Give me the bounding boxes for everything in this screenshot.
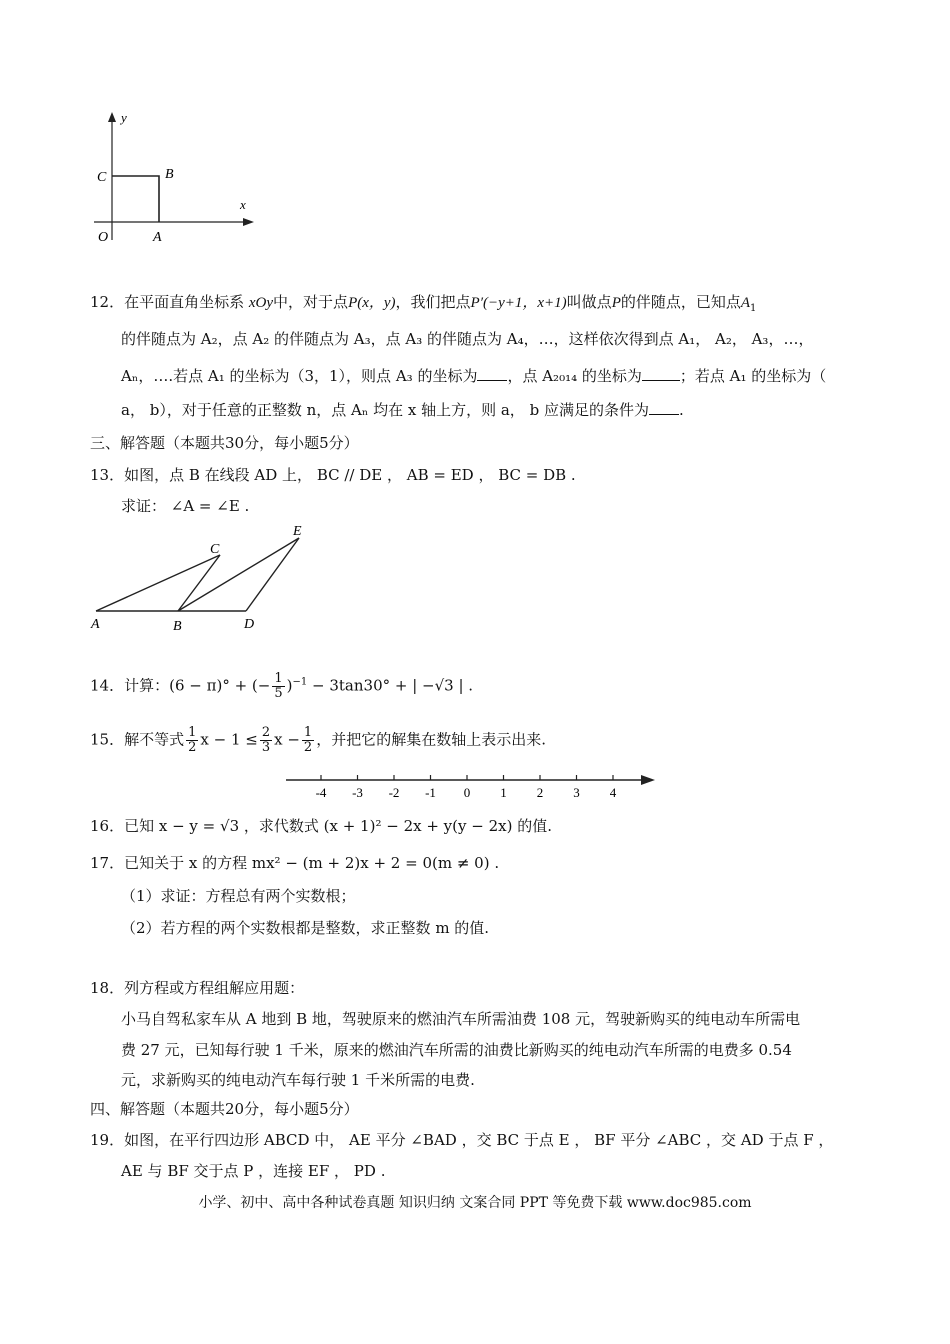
label-c: C xyxy=(210,542,220,557)
denominator: 5 xyxy=(274,686,283,701)
q12-text: ，我们把点 xyxy=(395,293,471,311)
q12-text: 叫做点 xyxy=(566,293,612,311)
q13-line1 xyxy=(90,465,576,485)
q17-line1 xyxy=(90,853,499,873)
q12-line3 xyxy=(121,366,826,386)
q19-text: 如图，在平行四边形 ABCD 中， AE 平分 ∠BAD ，交 BC 于点 E ， BF 平分 ∠ABC ，交 AD 于点 F ， xyxy=(124,1131,834,1149)
q17-text: 已知关于 x 的方程 mx² − (m + 2)x + 2 = 0(m ≠ 0) . xyxy=(124,854,500,872)
denominator: 2 xyxy=(188,740,197,755)
label-b: B xyxy=(173,619,182,634)
number-line-tick-label: 3 xyxy=(573,785,580,800)
segment-de xyxy=(246,538,299,611)
q12-p: P xyxy=(611,295,621,311)
q14-expr: ) xyxy=(286,676,293,695)
q16-number: 16． xyxy=(90,817,125,835)
figure-q13-triangles xyxy=(88,520,318,635)
q18-line4: 元，求新购买的纯电动汽车每行驶 1 千米所需的电费. xyxy=(121,1071,475,1089)
q12-text: 在平面直角坐标系 xyxy=(124,293,245,311)
q12-text: ；若点 A₁ 的坐标为（ xyxy=(679,367,827,385)
q14-fraction xyxy=(272,672,284,701)
q15-text: 解不等式 xyxy=(124,730,185,749)
section-3-heading: 三、解答题（本题共30分，每小题5分） xyxy=(90,434,359,452)
segment-bc xyxy=(178,555,220,611)
denominator: 2 xyxy=(303,740,313,755)
q14-expr: (6 − π)° + (− xyxy=(169,676,271,695)
number-line-tick-label: 1 xyxy=(500,785,507,800)
label-e: E xyxy=(293,524,302,539)
q16-text: 已知 x − y = √3 ，求代数式 (x + 1)² − 2x + y(y − 2x) 的值. xyxy=(124,817,552,835)
q17-part1: （1）求证：方程总有两个实数根； xyxy=(121,887,356,905)
q15-expr: x − 1 ≤ xyxy=(200,730,258,749)
label-a: A xyxy=(91,617,100,632)
figure-q11-coordinate-diagram xyxy=(90,108,265,248)
rectangle-oabc xyxy=(112,176,159,222)
q17-number: 17． xyxy=(90,854,125,872)
numerator: 1 xyxy=(274,671,283,686)
q14-exponent: −1 xyxy=(292,676,308,688)
y-axis-arrow xyxy=(108,112,116,122)
label-o: O xyxy=(98,230,109,245)
number-line-tick-label: -2 xyxy=(388,785,400,800)
q18-number: 18． xyxy=(90,979,125,997)
q14-line xyxy=(90,672,473,701)
numerator: 1 xyxy=(303,725,313,740)
q13-line2: 求证： ∠A = ∠E . xyxy=(121,497,250,515)
q12-a: A xyxy=(740,295,751,311)
q12-coord-system: xOy xyxy=(248,295,274,311)
q12-point-p-prime: P′(−y+1，x+1) xyxy=(470,295,567,311)
q12-text: Aₙ，….若点 A₁ 的坐标为（3，1），则点 A₃ 的坐标为 xyxy=(121,367,478,385)
q18-line1 xyxy=(90,978,304,998)
section-4-heading: 四、解答题（本题共20分，每小题5分） xyxy=(90,1100,359,1118)
number-line-tick-label: -4 xyxy=(315,785,327,800)
q15-fraction-3 xyxy=(302,726,314,755)
q12-line2: 的伴随点为 A₂，点 A₂ 的伴随点为 A₃，点 A₃ 的伴随点为 A₄，…，这样依次得到点 A₁， A₂， A₃，…， xyxy=(121,330,814,348)
q18-text: 列方程或方程组解应用题： xyxy=(124,979,305,997)
q12-text: . xyxy=(678,401,684,419)
label-x: x xyxy=(240,197,246,212)
page-footer: 小学、初中、高中各种试卷真题 知识归纳 文案合同 PPT 等免费下载 www.doc985.com xyxy=(198,1195,752,1211)
q14-text: 计算： xyxy=(124,676,170,695)
q12-text: a， b），对于任意的正整数 n，点 Aₙ 均在 x 轴上方，则 a， b 应满足的条件为 xyxy=(121,401,649,419)
q15-expr: x − xyxy=(274,730,300,749)
number-line-tick-label: 2 xyxy=(536,785,544,800)
q19-line1 xyxy=(90,1130,833,1150)
segment-ac xyxy=(96,555,220,611)
answer-blank-condition[interactable] xyxy=(649,400,679,415)
q12-point-p: P(x，y) xyxy=(348,295,396,311)
q19-line2: AE 与 BF 交于点 P ，连接 EF ， PD . xyxy=(121,1162,386,1180)
numerator: 2 xyxy=(261,725,271,740)
q15-text: ，并把它的解集在数轴上表示出来. xyxy=(316,730,546,749)
q12-sub: 1 xyxy=(750,303,757,314)
number-line-tick-label: 4 xyxy=(609,785,617,800)
q17-part2: （2）若方程的两个实数根都是整数，求正整数 m 的值. xyxy=(121,919,490,937)
x-axis-arrow xyxy=(243,218,254,226)
q14-expr: − 3tan30° + | −√3 | . xyxy=(307,676,474,695)
label-d: D xyxy=(244,617,255,632)
q18-line2: 小马自驾私家车从 A 地到 B 地，驾驶原来的燃油汽车所需油费 108 元，驾驶新购买的纯电动车所需电 xyxy=(121,1010,801,1028)
q15-fraction-1 xyxy=(186,726,198,755)
segment-be xyxy=(178,538,299,611)
number-line-tick-label: -1 xyxy=(425,785,436,800)
q12-text: 的伴随点，已知点 xyxy=(620,293,741,311)
q12-line4 xyxy=(121,400,684,420)
q16-line xyxy=(90,816,552,836)
q12-number: 12． xyxy=(90,293,125,311)
q12-text: ，点 A₂₀₁₄ 的坐标为 xyxy=(507,367,642,385)
number-line xyxy=(282,766,662,806)
q15-line xyxy=(90,726,546,755)
number-line-tick-label: 0 xyxy=(463,785,471,800)
q15-number: 15． xyxy=(90,730,125,749)
q13-text: 如图，点 B 在线段 AD 上， BC // DE ， AB = ED ， BC = DB . xyxy=(124,466,576,484)
label-a: A xyxy=(153,230,162,245)
label-c: C xyxy=(97,170,107,185)
number-line-arrow xyxy=(641,775,655,785)
q12-line1 xyxy=(90,292,756,319)
denominator: 3 xyxy=(261,740,271,755)
number-line-tick-label: -3 xyxy=(352,785,363,800)
q14-number: 14． xyxy=(90,676,125,695)
answer-blank-a2014[interactable] xyxy=(642,366,680,381)
q13-number: 13． xyxy=(90,466,125,484)
q19-number: 19． xyxy=(90,1131,125,1149)
label-y: y xyxy=(121,110,127,125)
q18-line3: 费 27 元，已知每行驶 1 千米，原来的燃油汽车所需的油费比新购买的纯电动汽车所需的电费多 0.54 xyxy=(121,1041,792,1059)
numerator: 1 xyxy=(188,725,197,740)
q12-text: 中，对于点 xyxy=(273,293,349,311)
q15-fraction-2 xyxy=(260,726,272,755)
answer-blank-a3[interactable] xyxy=(477,366,507,381)
label-b: B xyxy=(165,167,174,182)
